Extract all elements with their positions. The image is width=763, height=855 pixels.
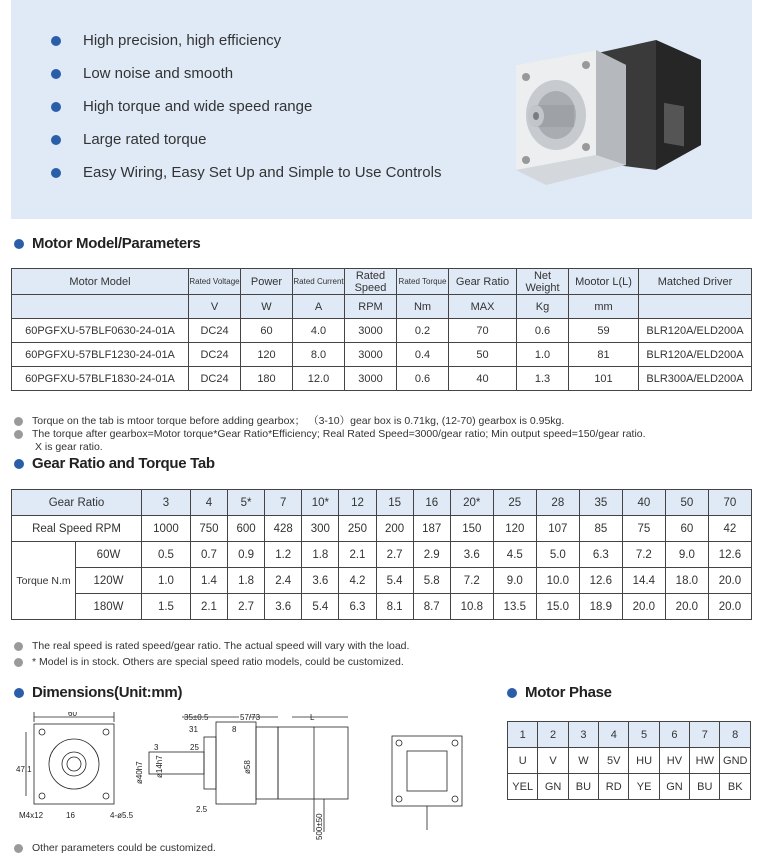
speed-cell: 107 <box>536 516 579 542</box>
table-cell: 3000 <box>345 343 397 367</box>
phase-signal: V <box>538 748 568 774</box>
bullet-icon <box>14 430 23 439</box>
torque-cell: 20.0 <box>708 568 751 594</box>
table-cell: 70 <box>449 319 517 343</box>
table-cell: 1.0 <box>517 343 569 367</box>
table-cell: 0.4 <box>397 343 449 367</box>
torque-cell: 5.4 <box>376 568 413 594</box>
power-cell: 60W <box>76 542 142 568</box>
bullet-icon <box>14 658 23 667</box>
torque-cell: 4.5 <box>493 542 536 568</box>
section-title-gear-ratio <box>14 455 215 472</box>
feature-item <box>51 123 441 156</box>
table-cell: 180 <box>241 367 293 391</box>
torque-label: Torque N.m <box>12 542 76 620</box>
row-label: Real Speed RPM <box>12 516 142 542</box>
torque-row <box>12 568 752 594</box>
phase-signal: 5V <box>599 748 629 774</box>
feature-list <box>51 24 441 189</box>
table-cell: 0.6 <box>397 367 449 391</box>
speed-cell: 750 <box>190 516 227 542</box>
phase-number: 7 <box>690 722 720 748</box>
unit-cell: W <box>241 295 293 319</box>
table-row <box>12 319 752 343</box>
torque-cell: 12.6 <box>579 568 622 594</box>
col-header <box>189 269 241 295</box>
phase-number-row <box>508 722 751 748</box>
dim-label-lead: 500±50 <box>315 813 324 840</box>
torque-row <box>12 542 752 568</box>
phase-signal: W <box>568 748 598 774</box>
torque-cell: 8.1 <box>376 594 413 620</box>
torque-cell: 2.7 <box>228 594 265 620</box>
note-text: X is gear ratio. <box>35 441 103 453</box>
unit-cell: V <box>189 295 241 319</box>
table-cell: 60PGFXU-57BLF1830-24-01A <box>12 367 189 391</box>
phase-color: YE <box>629 774 659 800</box>
torque-cell: 10.0 <box>536 568 579 594</box>
feature-item <box>51 156 441 189</box>
speed-cell: 120 <box>493 516 536 542</box>
phase-color: RD <box>599 774 629 800</box>
phase-color: GN <box>659 774 689 800</box>
col-header-text: Rated Voltage <box>189 277 240 286</box>
ratio-cell: 70 <box>708 490 751 516</box>
col-header: Matched Driver <box>639 269 752 295</box>
speed-cell: 187 <box>413 516 450 542</box>
feature-text: Low noise and smooth <box>83 65 234 82</box>
dim-label-shaft: 31 <box>189 725 198 734</box>
torque-cell: 13.5 <box>493 594 536 620</box>
power-cell: 120W <box>76 568 142 594</box>
dim-label-flange: 35±0.5 <box>184 713 209 722</box>
note-text: Other parameters could be customized. <box>32 842 216 854</box>
table-cell: BLR120A/ELD200A <box>639 343 752 367</box>
phase-color: GN <box>538 774 568 800</box>
torque-cell: 12.6 <box>708 542 751 568</box>
gear-notes <box>14 640 409 669</box>
table-cell: 59 <box>569 319 639 343</box>
feature-text: Easy Wiring, Easy Set Up and Simple to Use Controls <box>83 164 442 181</box>
torque-cell: 4.2 <box>339 568 376 594</box>
table-cell: 3000 <box>345 319 397 343</box>
col-header: Motor Model <box>12 269 189 295</box>
torque-cell: 1.2 <box>265 542 302 568</box>
final-note <box>14 842 216 854</box>
phase-number: 3 <box>568 722 598 748</box>
dim-label-gap: 2.5 <box>196 805 208 814</box>
note-item <box>14 640 409 653</box>
col-header: Net Weight <box>517 269 569 295</box>
torque-cell: 1.8 <box>228 568 265 594</box>
dim-label-holes: 4-ø5.5 <box>110 811 134 820</box>
unit-cell: RPM <box>345 295 397 319</box>
bullet-icon <box>14 844 23 853</box>
real-speed-row <box>12 516 752 542</box>
unit-row <box>12 295 752 319</box>
torque-cell: 7.2 <box>450 568 493 594</box>
section-title-text: Motor Phase <box>525 684 612 701</box>
bullet-icon <box>14 459 24 469</box>
phase-number: 2 <box>538 722 568 748</box>
torque-cell: 10.8 <box>450 594 493 620</box>
torque-cell: 3.6 <box>302 568 339 594</box>
torque-cell: 14.4 <box>622 568 665 594</box>
speed-cell: 600 <box>228 516 265 542</box>
dim-label-boss: ø40h7 <box>135 761 144 784</box>
table-row <box>12 343 752 367</box>
bullet-icon <box>51 102 61 112</box>
table-cell: 1.3 <box>517 367 569 391</box>
col-header-text: Rated Current <box>293 277 344 286</box>
col-header: Power <box>241 269 293 295</box>
speed-cell: 75 <box>622 516 665 542</box>
dim-label-eight: 8 <box>232 725 237 734</box>
torque-cell: 2.1 <box>339 542 376 568</box>
phase-color-row <box>508 774 751 800</box>
section-title-text: Dimensions(Unit:mm) <box>32 684 183 701</box>
phase-signal: U <box>508 748 538 774</box>
table-cell: 0.2 <box>397 319 449 343</box>
feature-text: Large rated torque <box>83 131 207 148</box>
table-cell: BLR120A/ELD200A <box>639 319 752 343</box>
feature-item <box>51 57 441 90</box>
unit-cell: MAX <box>449 295 517 319</box>
bullet-icon <box>14 688 24 698</box>
speed-cell: 150 <box>450 516 493 542</box>
torque-cell: 0.7 <box>190 542 227 568</box>
ratio-cell: 5* <box>228 490 265 516</box>
ratio-cell: 12 <box>339 490 376 516</box>
table-cell: 3000 <box>345 367 397 391</box>
ratio-cell: 25 <box>493 490 536 516</box>
speed-cell: 250 <box>339 516 376 542</box>
torque-cell: 3.6 <box>265 594 302 620</box>
section-title-dimensions <box>14 684 182 701</box>
bullet-icon <box>51 135 61 145</box>
speed-cell: 428 <box>265 516 302 542</box>
unit-cell <box>12 295 189 319</box>
table-cell: DC24 <box>189 319 241 343</box>
note-text: * Model is in stock. Others are special speed ratio models, could be customized. <box>32 656 404 668</box>
table-cell: 12.0 <box>293 367 345 391</box>
phase-color: BU <box>568 774 598 800</box>
ratio-cell: 50 <box>665 490 708 516</box>
torque-cell: 2.7 <box>376 542 413 568</box>
torque-cell: 2.9 <box>413 542 450 568</box>
row-label: Gear Ratio <box>12 490 142 516</box>
feature-item <box>51 90 441 123</box>
gear-ratio-row <box>12 490 752 516</box>
torque-cell: 6.3 <box>339 594 376 620</box>
torque-cell: 15.0 <box>536 594 579 620</box>
torque-cell: 1.8 <box>302 542 339 568</box>
torque-row <box>12 594 752 620</box>
dim-label-height: 47.1 <box>16 765 32 774</box>
phase-signal: HV <box>659 748 689 774</box>
note-item <box>14 415 646 428</box>
speed-cell: 300 <box>302 516 339 542</box>
torque-cell: 2.4 <box>265 568 302 594</box>
unit-cell: Kg <box>517 295 569 319</box>
feature-banner <box>11 0 752 219</box>
bullet-icon <box>14 642 23 651</box>
unit-cell <box>639 295 752 319</box>
dim-label-keyw: 3 <box>154 743 159 752</box>
ratio-cell: 28 <box>536 490 579 516</box>
table-cell: 60 <box>241 319 293 343</box>
torque-cell: 9.0 <box>493 568 536 594</box>
note-item <box>14 428 646 441</box>
table-cell: 81 <box>569 343 639 367</box>
ratio-cell: 10* <box>302 490 339 516</box>
section-title-motor-params <box>14 235 200 252</box>
col-header <box>293 269 345 295</box>
table-cell: 60PGFXU-57BLF0630-24-01A <box>12 319 189 343</box>
ratio-cell: 35 <box>579 490 622 516</box>
torque-cell: 0.5 <box>142 542 191 568</box>
torque-cell: 18.0 <box>665 568 708 594</box>
feature-text: High precision, high efficiency <box>83 32 282 49</box>
col-header: Gear Ratio <box>449 269 517 295</box>
table-cell: DC24 <box>189 367 241 391</box>
ratio-cell: 4 <box>190 490 227 516</box>
speed-cell: 1000 <box>142 516 191 542</box>
note-text: The torque after gearbox=Motor torque*Gear Ratio*Efficiency; Real Rated Speed=3000/gear ratio; Min output speed=150/gear ratio. <box>32 428 646 440</box>
speed-cell: 200 <box>376 516 413 542</box>
feature-item <box>51 24 441 57</box>
torque-cell: 18.9 <box>579 594 622 620</box>
table-cell: 50 <box>449 343 517 367</box>
dim-label-length: L <box>310 713 315 722</box>
motor-params-table <box>11 268 752 391</box>
unit-cell: mm <box>569 295 639 319</box>
ratio-cell: 20* <box>450 490 493 516</box>
torque-cell: 9.0 <box>665 542 708 568</box>
table-cell: DC24 <box>189 343 241 367</box>
ratio-cell: 7 <box>265 490 302 516</box>
phase-number: 5 <box>629 722 659 748</box>
table-cell: 0.6 <box>517 319 569 343</box>
gear-motor-image <box>506 35 706 205</box>
table-header-row <box>12 269 752 295</box>
table-cell: 101 <box>569 367 639 391</box>
bullet-icon <box>51 69 61 79</box>
phase-color: BK <box>720 774 751 800</box>
speed-cell: 85 <box>579 516 622 542</box>
torque-cell: 20.0 <box>622 594 665 620</box>
note-item <box>14 656 409 669</box>
front-view <box>26 712 114 804</box>
phase-signal-row <box>508 748 751 774</box>
section-title-motor-phase <box>507 684 612 701</box>
col-header <box>397 269 449 295</box>
col-header-text: Rated Torque <box>398 277 447 286</box>
phase-color: BU <box>690 774 720 800</box>
power-cell: 180W <box>76 594 142 620</box>
dimensions-drawing <box>14 712 484 842</box>
torque-cell: 2.1 <box>190 594 227 620</box>
bullet-icon <box>14 239 24 249</box>
rear-view <box>392 736 462 830</box>
ratio-cell: 15 <box>376 490 413 516</box>
table-cell: 60PGFXU-57BLF1230-24-01A <box>12 343 189 367</box>
table-row <box>12 367 752 391</box>
torque-cell: 20.0 <box>665 594 708 620</box>
dim-label-key: 25 <box>190 743 199 752</box>
section-title-text: Gear Ratio and Torque Tab <box>32 455 215 472</box>
note-item <box>14 441 646 454</box>
speed-cell: 60 <box>665 516 708 542</box>
note-text: The real speed is rated speed/gear ratio. The actual speed will vary with the load. <box>32 640 410 652</box>
torque-cell: 1.4 <box>190 568 227 594</box>
phase-signal: HW <box>690 748 720 774</box>
section-title-text: Motor Model/Parameters <box>32 235 201 252</box>
table-cell: 4.0 <box>293 319 345 343</box>
note-text: Torque on the tab is mtoor torque before adding gearbox； （3-10）gear box is 0.71kg, (12-70) gearbox is 0.95kg. <box>32 415 565 427</box>
torque-cell: 6.3 <box>579 542 622 568</box>
motor-phase-table <box>507 721 751 800</box>
unit-cell: Nm <box>397 295 449 319</box>
table-cell: BLR300A/ELD200A <box>639 367 752 391</box>
dim-label-mid: 57/73 <box>240 713 261 722</box>
phase-number: 4 <box>599 722 629 748</box>
phase-number: 1 <box>508 722 538 748</box>
ratio-cell: 16 <box>413 490 450 516</box>
col-header: Mootor L(L) <box>569 269 639 295</box>
torque-cell: 5.0 <box>536 542 579 568</box>
torque-cell: 1.5 <box>142 594 191 620</box>
torque-cell: 5.4 <box>302 594 339 620</box>
unit-cell: A <box>293 295 345 319</box>
param-notes <box>14 415 646 454</box>
phase-number: 6 <box>659 722 689 748</box>
torque-cell: 3.6 <box>450 542 493 568</box>
ratio-cell: 40 <box>622 490 665 516</box>
dim-label-body: ø58 <box>243 760 252 774</box>
dim-label-bolt: 16 <box>66 811 75 820</box>
table-cell: 120 <box>241 343 293 367</box>
phase-signal: GND <box>720 748 751 774</box>
bullet-icon <box>51 168 61 178</box>
phase-signal: HU <box>629 748 659 774</box>
table-cell: 40 <box>449 367 517 391</box>
feature-text: High torque and wide speed range <box>83 98 313 115</box>
col-header: Rated Speed <box>345 269 397 295</box>
torque-cell: 20.0 <box>708 594 751 620</box>
dim-label-width: 60 <box>68 712 77 718</box>
torque-cell: 8.7 <box>413 594 450 620</box>
torque-cell: 0.9 <box>228 542 265 568</box>
bullet-icon <box>507 688 517 698</box>
bullet-icon <box>51 36 61 46</box>
torque-cell: 5.8 <box>413 568 450 594</box>
torque-cell: 1.0 <box>142 568 191 594</box>
bullet-icon <box>14 417 23 426</box>
phase-number: 8 <box>720 722 751 748</box>
table-cell: 8.0 <box>293 343 345 367</box>
dim-label-thread: M4x12 <box>19 811 44 820</box>
ratio-cell: 3 <box>142 490 191 516</box>
speed-cell: 42 <box>708 516 751 542</box>
dim-label-inner: ø14h7 <box>155 755 164 778</box>
gear-torque-table <box>11 489 752 620</box>
phase-color: YEL <box>508 774 538 800</box>
torque-cell: 7.2 <box>622 542 665 568</box>
